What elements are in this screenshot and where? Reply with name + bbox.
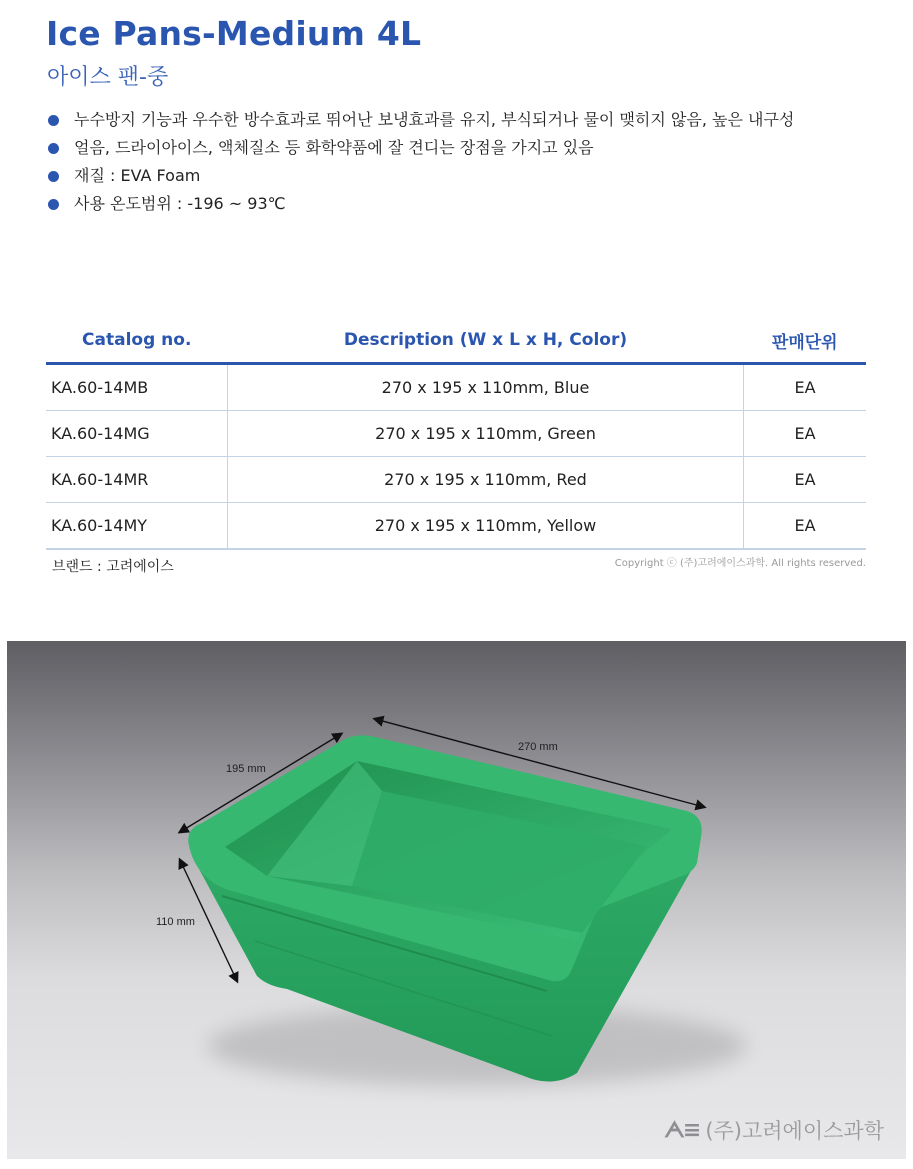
header-description: Description (W x L x H, Color) (228, 318, 744, 364)
company-name: (주)고려에이스과학 (705, 1119, 884, 1143)
brand-label: 브랜드 : 고려에이스 (52, 559, 174, 575)
feature-item (46, 134, 794, 162)
page-title: Ice Pans-Medium 4L (46, 14, 422, 53)
unit-cell: EA (744, 503, 867, 550)
table-row (46, 457, 866, 503)
copyright-notice: Copyright ⓒ (주)고려에이스과학. All rights reserved. (614, 558, 866, 569)
dimension-label-depth: 195 mm (226, 763, 266, 775)
feature-text: 사용 온도범위 : -196 ~ 93℃ (74, 194, 286, 213)
catalog-cell: KA.60-14MY (46, 503, 228, 550)
product-photo (7, 641, 906, 1159)
ice-pan-illustration (7, 641, 906, 1159)
feature-text: 재질 : EVA Foam (74, 166, 201, 185)
feature-list (46, 106, 794, 218)
unit-cell: EA (744, 411, 867, 457)
bullet-icon (48, 199, 59, 210)
description-cell: 270 x 195 x 110mm, Yellow (228, 503, 744, 550)
dimension-label-width: 270 mm (518, 741, 558, 753)
unit-cell: EA (744, 364, 867, 411)
feature-item (46, 162, 794, 190)
header-catalog: Catalog no. (46, 318, 228, 364)
table-row (46, 411, 866, 457)
description-cell: 270 x 195 x 110mm, Blue (228, 364, 744, 411)
description-cell: 270 x 195 x 110mm, Red (228, 457, 744, 503)
page-subtitle: 아이스 팬-중 (47, 65, 169, 90)
feature-item (46, 190, 794, 218)
catalog-cell: KA.60-14MB (46, 364, 228, 411)
bullet-icon (48, 115, 59, 126)
dimension-label-height: 110 mm (156, 916, 195, 928)
description-cell: 270 x 195 x 110mm, Green (228, 411, 744, 457)
feature-item (46, 106, 794, 134)
bullet-icon (48, 143, 59, 154)
company-logo-icon: ᗅ≡ (664, 1117, 700, 1143)
catalog-cell: KA.60-14MR (46, 457, 228, 503)
feature-text: 누수방지 기능과 우수한 방수효과로 뛰어난 보냉효과를 유지, 부식되거나 물이 맺히지 않음, 높은 내구성 (74, 110, 795, 129)
table-row (46, 503, 866, 550)
spec-table (46, 318, 866, 550)
bullet-icon (48, 171, 59, 182)
company-watermark (664, 1115, 884, 1145)
catalog-cell: KA.60-14MG (46, 411, 228, 457)
header-unit: 판매단위 (744, 318, 867, 364)
unit-cell: EA (744, 457, 867, 503)
table-header-row (46, 318, 866, 364)
feature-text: 얼음, 드라이아이스, 액체질소 등 화학약품에 잘 견디는 장점을 가지고 있음 (74, 138, 594, 157)
table-row (46, 364, 866, 411)
